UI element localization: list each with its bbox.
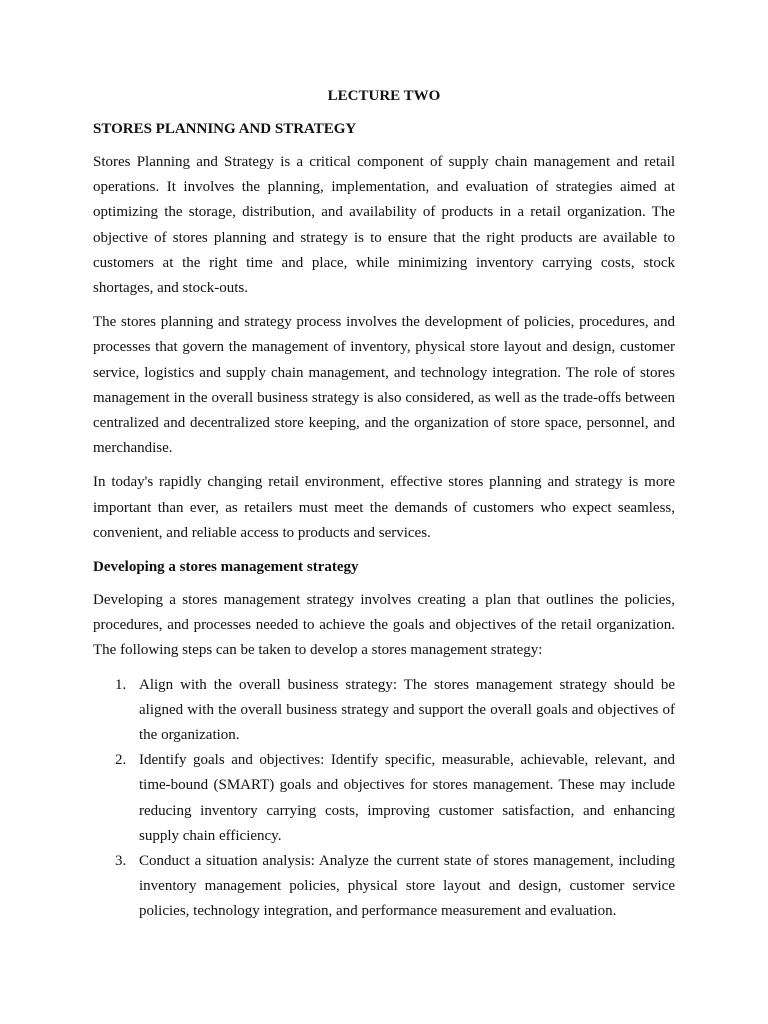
- paragraph-process: The stores planning and strategy process involves the development of policies, procedures, and processes that govern the management of inventory, physical store layout and design, customer service, logistics and supply chain management, and technology integration. The role of stores management in the overall business strategy is also considered, as well as the trade-offs between centralized and decentralized store keeping, and the organization of store space, personnel, and merchandise.: [93, 314, 675, 457]
- lecture-title: LECTURE TWO: [327, 88, 441, 104]
- list-item: [93, 673, 675, 749]
- list-item-number: 3.: [115, 853, 127, 870]
- list-item: [93, 748, 675, 849]
- steps-list: [93, 673, 675, 925]
- list-item-text: Align with the overall business strategy: The stores management strategy should be aligned with the overall business strategy and support the overall goals and objectives of the organization.: [139, 676, 675, 744]
- list-item-number: 2.: [115, 752, 127, 769]
- list-item-number: 1.: [115, 676, 127, 693]
- section-title: STORES PLANNING AND STRATEGY: [93, 121, 357, 137]
- subsection-title: Developing a stores management strategy: [93, 559, 359, 576]
- paragraph-environment: In today's rapidly changing retail environment, effective stores planning and strategy is more important than ever, as retailers must meet the demands of customers who expect seamless, convenient, and reliable access to products and services.: [93, 474, 675, 541]
- list-item-text: Conduct a situation analysis: Analyze the current state of stores management, including inventory management policies, physical store layout and design, customer service policies, technology integration, and performance measurement and evaluation.: [139, 853, 675, 920]
- document-page: [93, 84, 675, 925]
- list-item: [93, 849, 675, 925]
- subsection-intro: Developing a stores management strategy involves creating a plan that outlines the policies, procedures, and processes needed to achieve the goals and objectives of the retail organization. The following steps can be taken to develop a stores management strategy:: [93, 592, 675, 659]
- paragraph-intro: Stores Planning and Strategy is a critical component of supply chain management and retail operations. It involves the planning, implementation, and evaluation of strategies aimed at optimizing the storage, distribution, and availability of products in a retail organization. The objective of stores planning and strategy is to ensure that the right products are available to customers at the right time and place, while minimizing inventory carrying costs, stock shortages, and stock-outs.: [93, 154, 675, 297]
- list-item-text: Identify goals and objectives: Identify specific, measurable, achievable, relevant, and time-bound (SMART) goals and objectives for stores management. These may include reducing inventory carrying costs, improving customer satisfaction, and enhancing supply chain efficiency.: [139, 752, 675, 844]
